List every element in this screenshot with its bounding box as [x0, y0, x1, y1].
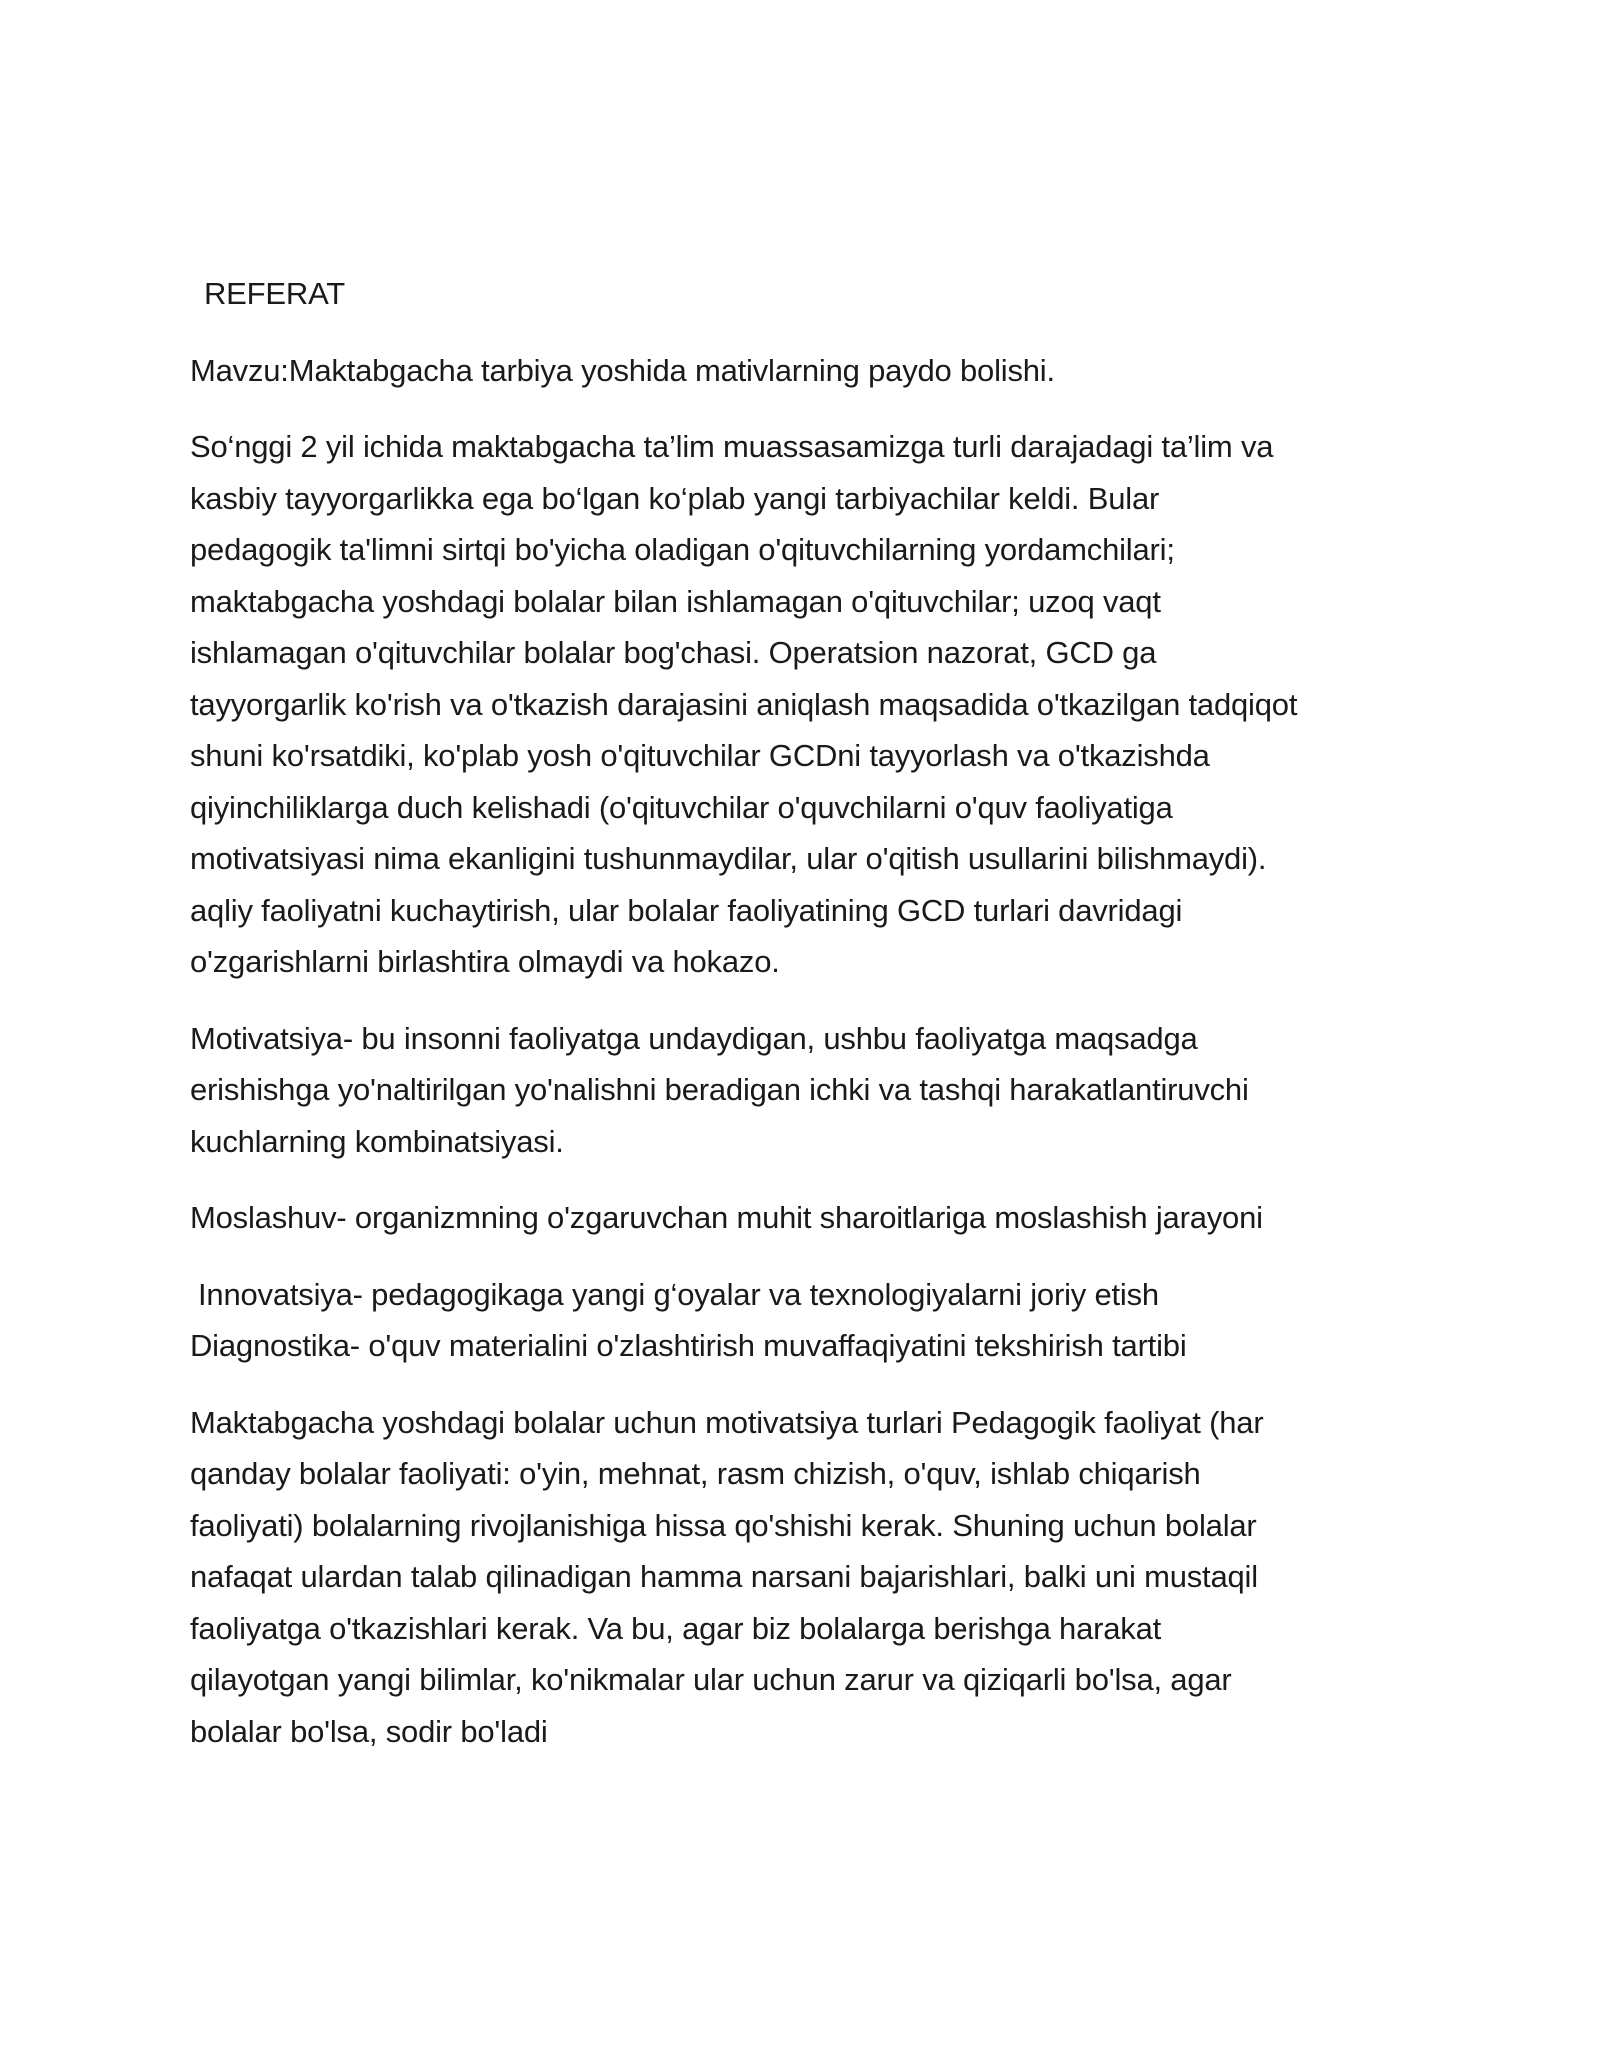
paragraph-line: shuni ko'rsatdiki, ko'plab yosh o'qituvchilar GCDni tayyorlash va o'tkazishda: [190, 738, 1210, 773]
paragraph-intro: [190, 421, 1430, 988]
paragraph-adaptation-definition: Moslashuv- organizmning o'zgaruvchan muhit sharoitlariga moslashish jarayoni: [190, 1200, 1263, 1235]
paragraph-line: So‘nggi 2 yil ichida maktabgacha ta’lim muassasamizga turli darajadagi ta’lim va: [190, 429, 1274, 464]
paragraph-line: aqliy faoliyatni kuchaytirish, ular bolalar faoliyatining GCD turlari davridagi: [190, 892, 1183, 928]
paragraph-motivation-definition: [190, 1013, 1430, 1168]
paragraph-line: erishishga yo'naltirilgan yo'nalishni beradigan ichki va tashqi harakatlantiruvchi: [190, 1072, 1249, 1107]
paragraph-line: kasbiy tayyorgarlikka ega bo‘lgan ko‘plab yangi tarbiyachilar keldi. Bular: [190, 480, 1160, 516]
paragraph-line: qiyinchiliklarga duch kelishadi (o'qituvchilar o'quvchilarni o'quv faoliyatiga: [190, 789, 1173, 825]
paragraph-motivation-types: [190, 1397, 1430, 1758]
paragraph-line: Diagnostika- o'quv materialini o'zlashtirish muvaffaqiyatini tekshirish tartibi: [190, 1328, 1187, 1363]
paragraph-line: qilayotgan yangi bilimlar, ko'nikmalar ular uchun zarur va qiziqarli bo'lsa, agar: [190, 1662, 1232, 1697]
paragraph-line: qanday bolalar faoliyati: o'yin, mehnat, rasm chizish, o'quv, ishlab chiqarish: [190, 1456, 1201, 1491]
paragraph-line: nafaqat ulardan talab qilinadigan hamma narsani bajarishlari, balki uni mustaqil: [190, 1559, 1258, 1594]
paragraph-line: faoliyati) bolalarning rivojlanishiga hissa qo'shishi kerak. Shuning uchun bolalar: [190, 1507, 1257, 1543]
paragraph-line: o'zgarishlarni birlashtira olmaydi va hokazo.: [190, 944, 780, 979]
paragraph-line: Maktabgacha yoshdagi bolalar uchun motivatsiya turlari Pedagogik faoliyat (har: [190, 1404, 1264, 1440]
paragraph-line: tayyorgarlik ko'rish va o'tkazish darajasini aniqlash maqsadida o'tkazilgan tadqiqot: [190, 686, 1298, 722]
paragraph-innovation-diagnostics: [190, 1269, 1430, 1372]
paragraph-line: ishlamagan o'qituvchilar bolalar bog'chasi. Operatsion nazorat, GCD ga: [190, 635, 1157, 670]
paragraph-line: kuchlarning kombinatsiyasi.: [190, 1123, 564, 1159]
paragraph-line: motivatsiyasi nima ekanligini tushunmaydilar, ular o'qitish usullarini bilishmaydi).: [190, 841, 1267, 876]
document-title: REFERAT: [204, 276, 345, 311]
paragraph-line: Innovatsiya- pedagogikaga yangi g‘oyalar va texnologiyalarni joriy etish: [198, 1276, 1159, 1312]
paragraph-line: faoliyatga o'tkazishlari kerak. Va bu, agar biz bolalarga berishga harakat: [190, 1610, 1162, 1646]
paragraph-line: Motivatsiya- bu insonni faoliyatga undaydigan, ushbu faoliyatga maqsadga: [190, 1020, 1198, 1056]
document-body: [190, 268, 1430, 1782]
paragraph-line: bolalar bo'lsa, sodir bo'ladi: [190, 1713, 548, 1749]
topic-line: Mavzu:Maktabgacha tarbiya yoshida mativlarning paydo bolishi.: [190, 352, 1055, 388]
paragraph-line: pedagogik ta'limni sirtqi bo'yicha oladigan o'qituvchilarning yordamchilari;: [190, 532, 1175, 567]
paragraph-line: maktabgacha yoshdagi bolalar bilan ishlamagan o'qituvchilar; uzoq vaqt: [190, 583, 1161, 619]
